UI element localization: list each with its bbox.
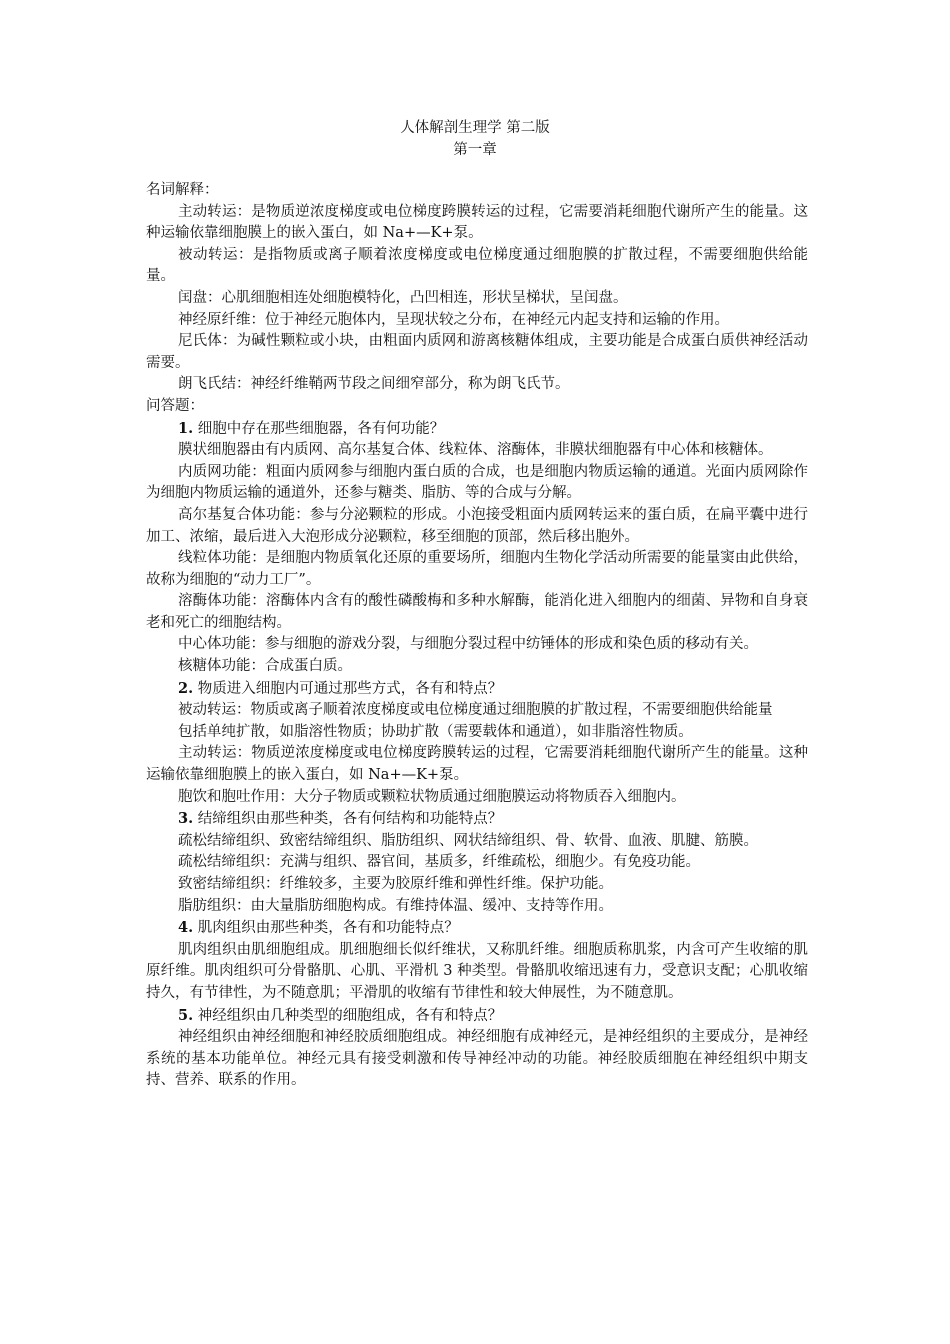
question-text: 细胞中存在那些细胞器，各有何功能？ — [197, 420, 445, 437]
question — [146, 1005, 808, 1028]
answer-paragraph: 疏松结缔组织：充满与组织、器官间，基质多，纤维疏松，细胞少。有免疫功能。 — [178, 854, 700, 871]
question-text: 神经组织由几种类型的细胞组成，各有和特点？ — [197, 1007, 503, 1024]
document-title: 人体解剖生理学 第二版 — [400, 120, 550, 136]
question — [146, 678, 808, 701]
question — [146, 418, 808, 441]
answer-paragraph: 线粒体功能：是细胞内物质氧化还原的重要场所，细胞内生物化学活动所需要的能量窦由此供给，故称为细胞的“动力工厂”。 — [146, 550, 808, 588]
answer-paragraph: 膜状细胞器由有内质网、高尔基复合体、线粒体、溶酶体，非膜状细胞器有中心体和核糖体。 — [178, 442, 773, 459]
question — [146, 808, 808, 831]
term-definition: 被动转运：是指物质或离子顺着浓度梯度或电位梯度通过细胞膜的扩散过程，不需要细胞供给能量。 — [146, 246, 808, 285]
question-number: 2. — [178, 679, 194, 697]
term-definition: 神经原纤维：位于神经元胞体内，呈现状较之分布，在神经元内起支持和运输的作用。 — [178, 311, 729, 328]
term-definition: 闰盘：心肌细胞相连处细胞模特化，凸凹相连，形状呈梯状，呈闰盘。 — [178, 289, 628, 306]
term-definition: 主动转运：是物质逆浓度梯度或电位梯度跨膜转运的过程，它需要消耗细胞代谢所产生的能量。这种运输依靠细胞膜上的嵌入蛋白，如 Na+—K+泵。 — [146, 203, 808, 242]
term-definition: 尼氏体：为碱性颗粒或小块，由粗面内质网和游离核糖体组成，主要功能是合成蛋白质供神经活动需要。 — [146, 333, 808, 371]
chapter-heading: 第一章 — [453, 142, 497, 158]
answer-paragraph: 胞饮和胞吐作用：大分子物质或颗粒状物质通过细胞膜运动将物质吞入细胞内。 — [178, 788, 686, 805]
answer-paragraph: 中心体功能：参与细胞的游戏分裂，与细胞分裂过程中纺锤体的形成和染色质的移动有关。 — [178, 636, 758, 653]
question-number: 1. — [178, 419, 194, 437]
answer-paragraph: 肌肉组织由肌细胞组成。肌细胞细长似纤维状，又称肌纤维。细胞质称肌浆，内含可产生收缩的肌原纤维。肌肉组织可分骨骼肌、心肌、平滑机 3 种类型。骨骼肌收缩迅速有力，受意识支配；心肌收缩持久，有节律性，为不随意肌；平滑肌的收缩有节律性和较大伸展性，为不随意肌。 — [146, 941, 808, 1001]
question-text: 肌肉组织由那些种类，各有和功能特点？ — [197, 920, 459, 937]
answer-paragraph: 高尔基复合体功能：参与分泌颗粒的形成。小泡接受粗面内质网转运来的蛋白质，在扁平囊中进行加工、浓缩，最后进入大泡形成分泌颗粒，移至细胞的顶部，然后移出胞外。 — [146, 506, 808, 545]
question-text: 结缔组织由那些种类，各有何结构和功能特点？ — [197, 811, 503, 828]
answer-paragraph: 致密结缔组织：纤维较多，主要为胶原纤维和弹性纤维。保护功能。 — [178, 876, 613, 892]
term-definition: 朗飞氏结：神经纤维鞘两节段之间细窄部分，称为朗飞氏节。 — [178, 376, 570, 393]
document-body — [146, 180, 808, 1092]
qa-heading: 问答题： — [146, 397, 204, 414]
answer-paragraph: 疏松结缔组织、致密结缔组织、脂肪组织、网状结缔组织、骨、软骨、血液、肌腱、筋膜。 — [178, 832, 758, 849]
answer-paragraph: 神经组织由神经细胞和神经胶质细胞组成。神经细胞有成神经元，是神经组织的主要成分，是神经系统的基本功能单位。神经元具有接受刺激和传导神经冲动的功能。神经胶质细胞在神经组织中期支持、营养、联系的作用。 — [146, 1029, 808, 1089]
question-number: 5. — [178, 1006, 194, 1024]
question-number: 3. — [178, 810, 194, 828]
answer-paragraph: 脂肪组织：由大量脂肪细胞构成。有维持体温、缓冲、支持等作用。 — [178, 897, 613, 914]
answer-paragraph: 内质网功能：粗面内质网参与细胞内蛋白质的合成，也是细胞内物质运输的通道。光面内质网除作为细胞内物质运输的通道外，还参与糖类、脂肪、等的合成与分解。 — [146, 463, 808, 502]
question — [146, 917, 808, 940]
answer-paragraph: 核糖体功能：合成蛋白质。 — [178, 658, 352, 675]
answer-paragraph: 包括单纯扩散，如脂溶性物质；协助扩散（需要载体和通道），如非脂溶性物质。 — [178, 723, 693, 740]
terms-heading: 名词解释： — [146, 182, 219, 198]
answer-paragraph: 被动转运：物质或离子顺着浓度梯度或电位梯度通过细胞膜的扩散过程，不需要细胞供给能量 — [178, 702, 773, 719]
answer-paragraph: 溶酶体功能：溶酶体内含有的酸性磷酸梅和多种水解酶，能消化进入细胞内的细菌、异物和自身衰老和死亡的细胞结构。 — [146, 593, 808, 631]
question-text: 物质进入细胞内可通过那些方式，各有和特点？ — [197, 680, 503, 697]
answer-paragraph: 主动转运：物质逆浓度梯度或电位梯度跨膜转运的过程，它需要消耗细胞代谢所产生的能量。这种运输依靠细胞膜上的嵌入蛋白，如 Na+—K+泵。 — [146, 745, 808, 784]
question-number: 4. — [178, 919, 194, 937]
